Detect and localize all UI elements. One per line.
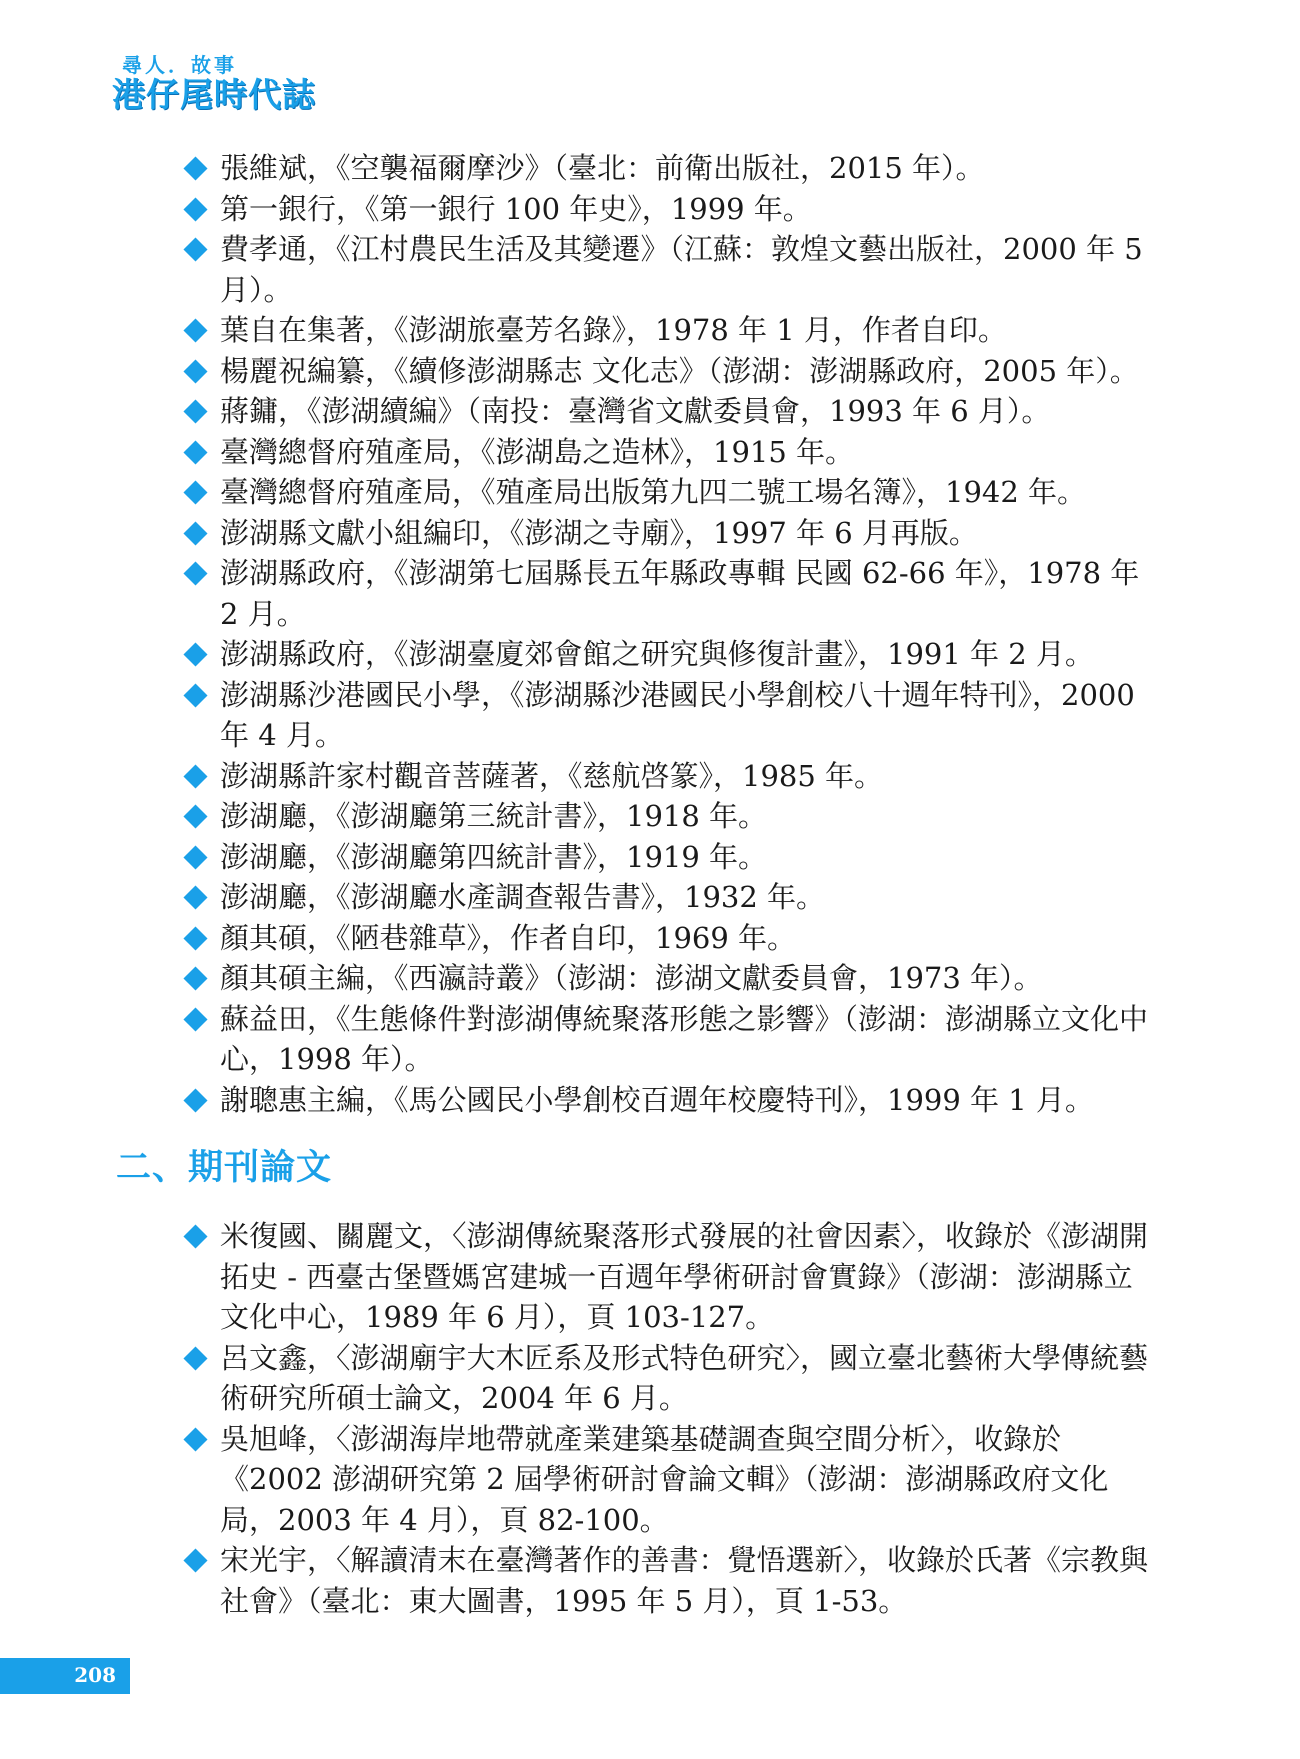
diamond-bullet-icon — [183, 440, 207, 464]
reference-text: 費孝通，《江村農民生活及其變遷》（江蘇：敦煌文藝出版社，2000 年 5 月）。 — [220, 232, 1143, 307]
journals-reference-list — [183, 1216, 1148, 1621]
reference-text: 蔣鏞，《澎湖續編》（南投：臺灣省文獻委員會，1993 年 6 月）。 — [220, 394, 1051, 428]
list-item — [183, 1338, 1148, 1419]
list-item — [183, 796, 1148, 837]
diamond-bullet-icon — [183, 399, 207, 423]
diamond-bullet-icon — [183, 1427, 207, 1451]
diamond-bullet-icon — [183, 1007, 207, 1031]
list-item — [183, 189, 1148, 230]
page-number: 208 — [74, 1663, 116, 1687]
list-item — [183, 1080, 1148, 1121]
book-title: 港仔尾時代誌 — [112, 75, 316, 114]
books-reference-list — [183, 148, 1148, 1120]
list-item — [183, 310, 1148, 351]
book-header — [112, 54, 372, 114]
diamond-bullet-icon — [183, 1346, 207, 1370]
list-item — [183, 837, 1148, 878]
reference-text: 臺灣總督府殖產局，《澎湖島之造林》，1915 年。 — [220, 434, 855, 469]
reference-text: 澎湖廳，《澎湖廳第四統計書》，1919 年。 — [220, 839, 768, 874]
list-item — [183, 553, 1148, 634]
reference-text: 張維斌，《空襲福爾摩沙》（臺北：前衛出版社，2015 年）。 — [220, 151, 985, 185]
list-item — [183, 1216, 1148, 1338]
reference-text: 澎湖縣政府，《澎湖臺廈郊會館之研究與修復計畫》，1991 年 2 月。 — [220, 637, 1094, 671]
diamond-bullet-icon — [183, 521, 207, 545]
diamond-bullet-icon — [183, 683, 207, 707]
diamond-bullet-icon — [183, 764, 207, 788]
list-item — [183, 1419, 1148, 1541]
diamond-bullet-icon — [183, 804, 207, 828]
list-item — [183, 958, 1148, 999]
diamond-bullet-icon — [183, 237, 207, 261]
list-item — [183, 432, 1148, 473]
list-item — [183, 999, 1148, 1080]
reference-text: 臺灣總督府殖產局，《殖產局出版第九四二號工場名簿》，1942 年。 — [220, 475, 1087, 509]
reference-text: 楊麗祝編纂，《續修澎湖縣志 文化志》（澎湖：澎湖縣政府，2005 年）。 — [220, 353, 1139, 388]
reference-text: 澎湖廳，《澎湖廳第三統計書》，1918 年。 — [220, 799, 768, 833]
diamond-bullet-icon — [183, 845, 207, 869]
list-item — [183, 472, 1148, 513]
diamond-bullet-icon — [183, 642, 207, 666]
reference-text: 顏其碩，《陋巷雜草》，作者自印，1969 年。 — [220, 920, 797, 955]
diamond-bullet-icon — [183, 926, 207, 950]
section-heading: 二、期刊論文 — [116, 1147, 333, 1188]
reference-text: 謝聰惠主編，《馬公國民小學創校百週年校慶特刊》，1999 年 1 月。 — [220, 1082, 1094, 1117]
diamond-bullet-icon — [183, 318, 207, 342]
reference-text: 第一銀行，《第一銀行 100 年史》，1999 年。 — [220, 191, 812, 226]
diamond-bullet-icon — [183, 197, 207, 221]
reference-text: 呂文鑫，〈澎湖廟宇大木匠系及形式特色研究〉，國立臺北藝術大學傳統藝術研究所碩士論文，2004 年 6 月。 — [220, 1340, 1149, 1415]
diamond-bullet-icon — [183, 1548, 207, 1572]
reference-text: 吳旭峰，〈澎湖海岸地帶就產業建築基礎調查與空間分析〉，收錄於《2002 澎湖研究第 2 屆學術研討會論文輯》（澎湖：澎湖縣政府文化局，2003 年 4 月），頁 82-100。 — [220, 1421, 1109, 1537]
diamond-bullet-icon — [183, 1088, 207, 1112]
book-subtitle: 尋人．故事 — [122, 53, 237, 77]
list-item — [183, 513, 1148, 554]
list-item — [183, 675, 1148, 756]
list-item — [183, 351, 1148, 392]
list-item — [183, 229, 1148, 310]
diamond-bullet-icon — [183, 561, 207, 585]
reference-text: 澎湖縣許家村觀音菩薩著，《慈航啓篆》，1985 年。 — [220, 758, 884, 793]
reference-text: 澎湖縣沙港國民小學，《澎湖縣沙港國民小學創校八十週年特刊》，2000 年 4 月。 — [220, 677, 1135, 752]
page-number-tab — [0, 1658, 130, 1694]
diamond-bullet-icon — [183, 1224, 207, 1248]
list-item — [183, 756, 1148, 797]
list-item — [183, 918, 1148, 959]
list-item — [183, 148, 1148, 189]
reference-text: 顏其碩主編，《西瀛詩叢》（澎湖：澎湖文獻委員會，1973 年）。 — [220, 961, 1043, 995]
list-item — [183, 634, 1148, 675]
list-item — [183, 1540, 1148, 1621]
list-item — [183, 391, 1148, 432]
reference-text: 澎湖廳，《澎湖廳水產調查報告書》，1932 年。 — [220, 880, 826, 914]
diamond-bullet-icon — [183, 480, 207, 504]
diamond-bullet-icon — [183, 885, 207, 909]
diamond-bullet-icon — [183, 966, 207, 990]
diamond-bullet-icon — [183, 156, 207, 180]
reference-text: 米復國、關麗文，〈澎湖傳統聚落形式發展的社會因素〉，收錄於《澎湖開拓史 - 西臺古堡暨媽宮建城一百週年學術研討會實錄》（澎湖：澎湖縣立文化中心，1989 年 6 月），頁 103-127。 — [220, 1219, 1149, 1334]
diamond-bullet-icon — [183, 359, 207, 383]
reference-text: 宋光宇，〈解讀清末在臺灣著作的善書：覺悟選新〉，收錄於氏著《宗教與社會》（臺北：東大圖書，1995 年 5 月），頁 1-53。 — [220, 1543, 1149, 1618]
reference-text: 葉自在集著，《澎湖旅臺芳名錄》，1978 年 1 月，作者自印。 — [220, 313, 1007, 347]
list-item — [183, 877, 1148, 918]
reference-text: 蘇益田，《生態條件對澎湖傳統聚落形態之影響》（澎湖：澎湖縣立文化中心，1998 年）。 — [220, 1001, 1149, 1076]
reference-text: 澎湖縣文獻小組編印，《澎湖之寺廟》，1997 年 6 月再版。 — [220, 515, 978, 550]
reference-text: 澎湖縣政府，《澎湖第七屆縣長五年縣政專輯 民國 62-66 年》，1978 年 2 月。 — [220, 556, 1140, 631]
